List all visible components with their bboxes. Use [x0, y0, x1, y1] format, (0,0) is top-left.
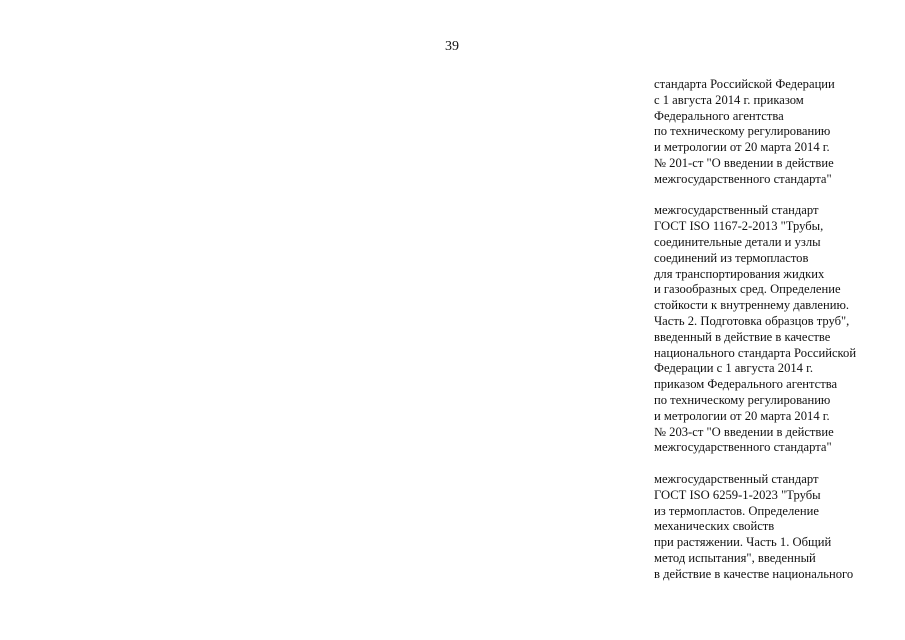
text-line: соединительные детали и узлы — [654, 234, 821, 249]
text-line: при растяжении. Часть 1. Общий — [654, 535, 832, 550]
text-line: с 1 августа 2014 г. приказом — [654, 92, 804, 107]
text-line: и метрологии от 20 марта 2014 г. — [654, 408, 830, 423]
text-line: для транспортирования жидких — [654, 266, 825, 281]
text-line: ГОСТ ISO 6259-1-2023 "Трубы — [654, 487, 821, 502]
page-number: 39 — [445, 39, 459, 54]
text-line: стойкости к внутреннему давлению. — [654, 298, 849, 313]
text-line: приказом Федерального агентства — [654, 377, 838, 392]
text-line: стандарта Российской Федерации — [654, 77, 835, 91]
text-line: ГОСТ ISO 1167-2-2013 "Трубы, — [654, 219, 824, 234]
text-line: Часть 2. Подготовка образцов труб", — [654, 313, 850, 328]
text-line: межгосударственного стандарта" — [654, 440, 832, 455]
text-line: из термопластов. Определение — [654, 503, 819, 518]
text-line: № 201-ст "О введении в действие — [654, 155, 834, 170]
paragraph-block-3 — [654, 472, 899, 583]
text-line: соединений из термопластов — [654, 250, 809, 265]
text-line: межгосударственного стандарта" — [654, 171, 832, 186]
text-line: межгосударственный стандарт — [654, 203, 819, 218]
text-line: механических свойств — [654, 519, 775, 534]
text-line: Федерального агентства — [654, 108, 784, 123]
document-text-column — [654, 77, 899, 583]
text-line: по техническому регулированию — [654, 392, 831, 407]
text-line: Федерации с 1 августа 2014 г. — [654, 361, 814, 376]
text-line: введенный в действие в качестве — [654, 329, 831, 344]
text-line: и метрологии от 20 марта 2014 г. — [654, 140, 830, 155]
paragraph-block-1 — [654, 77, 899, 188]
text-line: национального стандарта Российской — [654, 345, 857, 360]
text-line: и газообразных сред. Определение — [654, 282, 841, 297]
text-line: метод испытания", введенный — [654, 550, 816, 565]
text-line: по техническому регулированию — [654, 124, 831, 139]
text-line: межгосударственный стандарт — [654, 471, 819, 486]
text-line: в действие в качестве национального — [654, 566, 854, 581]
text-line: № 203-ст "О введении в действие — [654, 424, 834, 439]
paragraph-block-2 — [654, 203, 899, 456]
